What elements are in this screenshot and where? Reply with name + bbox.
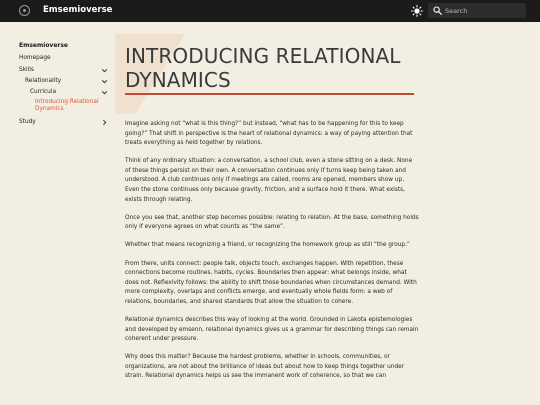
search-input[interactable] — [445, 4, 523, 17]
sun-icon[interactable] — [411, 5, 423, 17]
chevron-down-icon[interactable] — [101, 67, 108, 74]
main-content — [115, 22, 540, 405]
paragraph: Once you see that, another step becomes possible: relating to relation. At the base, something holds only if everyone agrees on what counts as “the same”. — [125, 214, 419, 231]
paragraph: Relational dynamics describes this way of looking at the world. Grounded in Lakota epistemologies and developed by emsenn, relational dynamics gives us a grammar for describing things can remain coherent under pressure. — [125, 317, 419, 343]
site-title[interactable]: Emsemioverse — [43, 5, 113, 15]
search-box[interactable] — [428, 3, 526, 18]
sidebar-item-study[interactable]: Study — [19, 119, 36, 125]
page-title: INTRODUCING RELATIONAL DYNAMICS — [125, 44, 401, 92]
title-divider — [125, 93, 414, 95]
sidebar-item-skills[interactable]: Skills — [19, 67, 34, 73]
top-bar — [0, 0, 540, 22]
sidebar-item-curricula[interactable]: Curricula — [30, 89, 57, 95]
paragraph: From there, units connect: people talk, objects touch, exchanges happen. With repetition, these connections become routines, habits, cycles. Boundaries then appear: what belongs inside, what does not. Reflexivity follows: the ability to shift those boundaries when circumstances demand. With more complexity, overlaps and conflicts emerge, and eventually whole fields form: a web of relations, boundaries, and shared standards that allow the situation to cohere. — [125, 260, 417, 305]
sidebar-item-homepage[interactable]: Homepage — [19, 55, 51, 61]
sidebar-item-introducing-relational-dynamics[interactable]: Introducing Relational Dynamics — [35, 99, 99, 112]
article-body — [125, 120, 419, 391]
sidebar-title[interactable]: Emsemioverse — [19, 42, 69, 49]
sidebar-item-relationality[interactable]: Relationality — [25, 78, 62, 84]
paragraph: Think of any ordinary situation: a conversation, a school club, even a stone sitting on a desk. None of these things persist on their own. A conversation continues only if turns keep being taken and understood. A club continues only if meetings are called, rooms are opened, members show up. Even the stone continues only because gravity, friction, and a surface hold it there. What exists, exists through relating. — [125, 158, 413, 203]
chevron-down-icon[interactable] — [101, 89, 108, 96]
sidebar-nav — [0, 22, 115, 405]
paragraph: Whether that means recognizing a friend, or recognizing the homework group as still “the group.” — [125, 242, 410, 249]
paragraph: Why does this matter? Because the hardest problems, whether in schools, communities, or organizations, are not about the brilliance of ideas but about how to keep things together under strain. Relational dynamics helps us see the immanent work of coherence, so that we can — [125, 354, 405, 380]
chevron-down-icon[interactable] — [101, 78, 108, 85]
chevron-right-icon[interactable] — [101, 119, 108, 126]
logo-icon[interactable] — [19, 5, 30, 16]
paragraph: Imagine asking not “what is this thing?” but instead, “what has to be happening for this to keep going?” That shift in perspective is the heart of relational dynamics: a way of paying attention that treats everything as held together by relations. — [125, 121, 413, 147]
search-icon — [433, 6, 442, 15]
